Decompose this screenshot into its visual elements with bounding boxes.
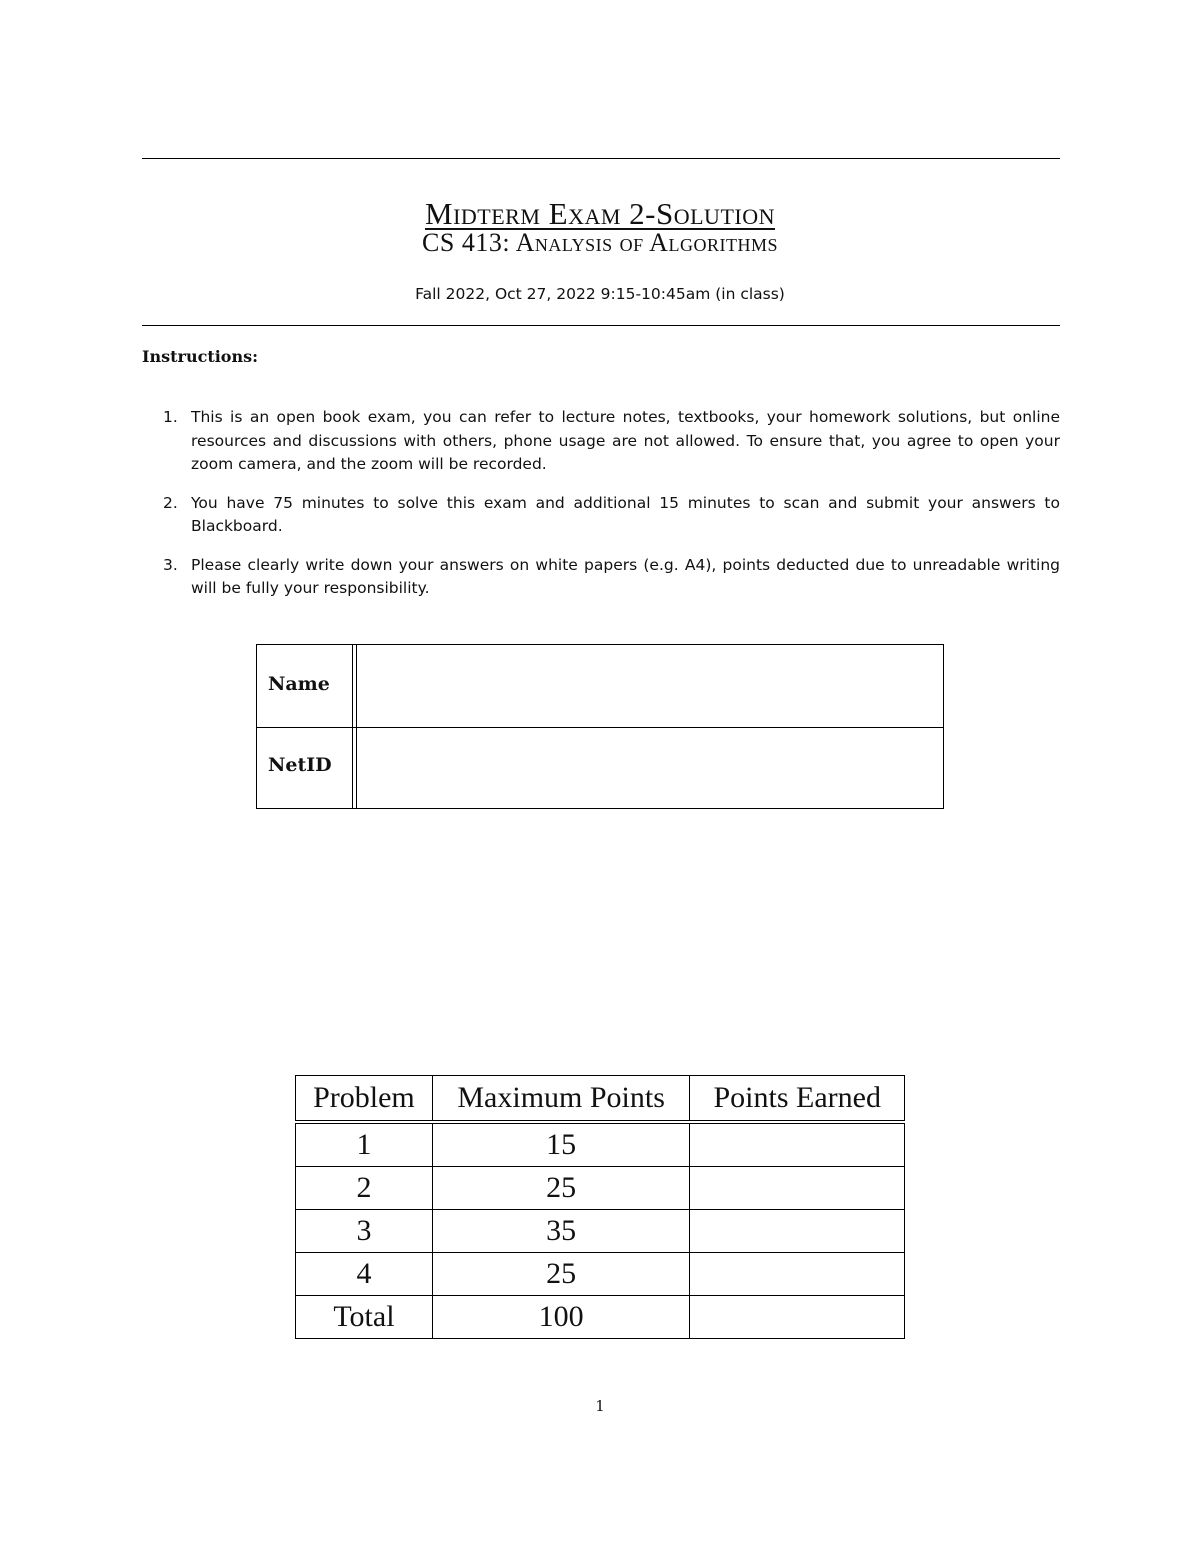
exam-title: Midterm Exam 2-Solution — [425, 196, 775, 231]
score-table — [295, 1075, 905, 1339]
header-problem: Problem — [296, 1076, 433, 1123]
instructions-heading: Instructions: — [142, 347, 259, 366]
netid-field[interactable] — [358, 728, 943, 808]
max-points-cell: 25 — [432, 1253, 690, 1296]
header-bottom-rule — [142, 325, 1060, 326]
total-max-points-cell: 100 — [432, 1296, 690, 1339]
score-table-header — [296, 1076, 905, 1123]
header-maximum-points: Maximum Points — [432, 1076, 690, 1123]
netid-label: NetID — [268, 754, 332, 776]
total-points-earned-cell[interactable] — [690, 1296, 905, 1339]
points-earned-cell[interactable] — [690, 1122, 905, 1167]
instructions-list — [142, 406, 1060, 616]
instruction-text: This is an open book exam, you can refer to lecture notes, textbooks, your homework solutions, but online resources and discussions with others, phone usage are not allowed. To ensure that, you agree to open your zoom camera, and the zoom will be recorded. — [191, 408, 1060, 473]
instruction-number: 1. — [163, 408, 178, 426]
problem-cell: 1 — [296, 1122, 433, 1167]
instruction-item — [142, 406, 1060, 477]
table-row — [296, 1167, 905, 1210]
max-points-cell: 35 — [432, 1210, 690, 1253]
points-earned-cell[interactable] — [690, 1253, 905, 1296]
problem-cell: 4 — [296, 1253, 433, 1296]
instruction-item — [142, 492, 1060, 539]
course-title: CS 413: Analysis of Algorithms — [422, 228, 778, 257]
exam-dateline: Fall 2022, Oct 27, 2022 9:15-10:45am (in class) — [415, 285, 785, 303]
instruction-item — [142, 554, 1060, 601]
page-number: 1 — [595, 1397, 605, 1415]
instruction-number: 2. — [163, 493, 178, 512]
instruction-text: Please clearly write down your answers on white papers (e.g. A4), points deducted due to unreadable writing will be fully your responsibility. — [191, 555, 1060, 597]
table-row — [296, 1122, 905, 1167]
student-id-table — [256, 644, 944, 809]
problem-cell: 2 — [296, 1167, 433, 1210]
max-points-cell: 25 — [432, 1167, 690, 1210]
points-earned-cell[interactable] — [690, 1167, 905, 1210]
table-row-total — [296, 1296, 905, 1339]
name-field[interactable] — [358, 645, 943, 727]
table-row — [296, 1210, 905, 1253]
name-label: Name — [268, 673, 330, 695]
points-earned-cell[interactable] — [690, 1210, 905, 1253]
table-row — [296, 1253, 905, 1296]
problem-cell: 3 — [296, 1210, 433, 1253]
header-points-earned: Points Earned — [690, 1076, 905, 1123]
instruction-number: 3. — [163, 555, 178, 574]
max-points-cell: 15 — [432, 1122, 690, 1167]
top-rule — [142, 158, 1060, 159]
instruction-text: You have 75 minutes to solve this exam and additional 15 minutes to scan and submit your answers to Blackboard. — [191, 493, 1060, 535]
total-label-cell: Total — [296, 1296, 433, 1339]
